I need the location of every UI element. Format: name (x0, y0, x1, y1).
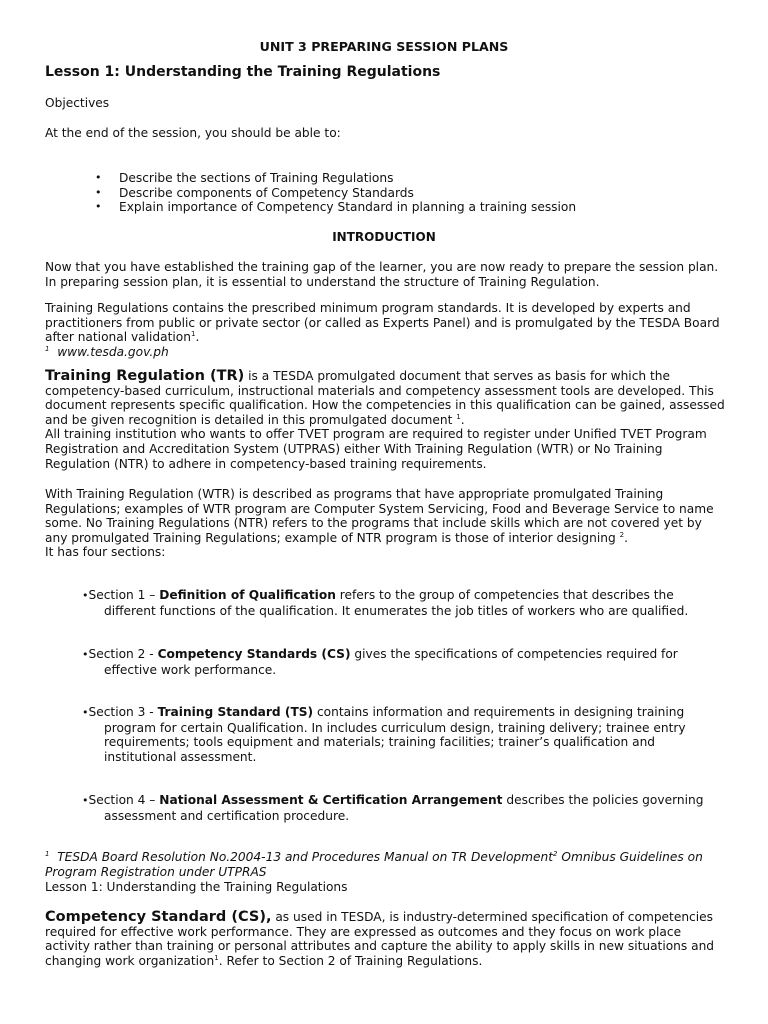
intro-paragraph-2-text: Training Regulations contains the prescribed minimum program standards. It is developed by experts and practitioners from public or private sector (or called as Experts Panel) and is promulgated by the TESDA Board after national validation (45, 301, 720, 345)
footnote-references (45, 850, 725, 879)
section-text: contains information and requirements in designing training (313, 705, 685, 719)
footnote-mark: 1 (45, 344, 50, 353)
footnote-url-text: www.tesda.gov.ph (57, 345, 169, 359)
section-prefix: Section 4 – (88, 793, 160, 807)
cs-def-text: as used in TESDA, is industry-determined specification of competencies required for effective work performance. They are expressed as outcomes and they focus on work place activity rather than training or personal attributes and capture the ability to apply skills in new situations and changing work organization (45, 910, 715, 968)
unit-title: UNIT 3 PREPARING SESSION PLANS (259, 39, 509, 54)
section-text: program for certain Qualification. In includes curriculum design, training delivery; trainee entry (104, 720, 686, 735)
section-text: effective work performance. (104, 662, 277, 677)
section-text: different functions of the qualification. It enumerates the job titles of workers who are qualified. (104, 603, 689, 618)
section-text: assessment and certification procedure. (104, 808, 350, 823)
section-prefix: Section 2 - (88, 647, 158, 661)
section-text: gives the specifications of competencies required for (350, 647, 678, 661)
objectives-label: Objectives (45, 96, 110, 110)
section-term: Training Standard (TS) (157, 705, 314, 719)
cs-term: Competency Standard (CS), (45, 909, 272, 925)
tr-def-text: is a TESDA promulgated document that serves as basis for which the competency-based curriculum, instructional materials and competency assessment tools are developed. This document represents specific qualification. How the competencies in this qualification can be gained, assessed and be given recognition is detailed in this promulgated document (45, 369, 725, 427)
footnote-ref: 1 (190, 330, 196, 339)
objectives-list (95, 171, 735, 215)
section-4-item: •Section 4 – National Assessment & Certification Arrangement describes the policies governing assessment and certification procedure. (82, 793, 732, 823)
footnote-omnibus-text: Omnibus Guidelines on Program Registration under UTPRAS (45, 850, 703, 879)
wtr-paragraph: With Training Regulation (WTR) is described as programs that have appropriate promulgated Training Regulations; examples of WTR program are Computer System Servicing, Food and Beverage Service to name some. No Training Regulations (NTR) refers to the programs that include skills which are not covered yet by any promulgated Training Regulations; example of NTR program is those of interior designing $^2$. It has four sections: (45, 487, 714, 560)
section-2-item: •Section 2 - Competency Standards (CS) gives the specifications of competencies required for effective work performance. (82, 647, 732, 677)
list-item: • Explain importance of Competency Standard in planning a training session (95, 200, 735, 215)
intro-paragraph-1: Now that you have established the training gap of the learner, you are now ready to prepare the session plan. In preparing session plan, it is essential to understand the structure of Training Regulation. (45, 260, 719, 289)
section-text: institutional assessment. (104, 749, 257, 764)
section-1-item: •Section 1 – Definition of Qualification refers to the group of competencies that describes the different functions of the qualification. It enumerates the job titles of workers who are qualified. (82, 588, 732, 618)
section-3-item: •Section 3 - Training Standard (TS) contains information and requirements in designing training program for certain Qualification. In includes curriculum design, training delivery; trainee entry requirements; tools equipment and materials; training facilities; trainer’s qualification and institutional assessment. (82, 705, 732, 764)
section-term: Definition of Qualification (159, 588, 336, 602)
tr-definition: Training Regulation (TR) is a TESDA promulgated document that serves as basis for which the competency-based curriculum, instructional materials and competency assessment tools are developed. This document represents specific qualification. How the competencies in this qualification can be gained, assessed and be given recognition is detailed in this promulgated document $^1$. All training institution who wants to offer TVET program are required to register under Unified TVET Program Registration and Accreditation System (UTPRAS) either With Training Regulation (WTR) or No Training Regulation (NTR) to adhere in competency-based training requirements. (45, 368, 725, 471)
four-sections-text: It has four sections: (45, 545, 166, 560)
footnote-ref: 1 (456, 412, 461, 421)
footnote-board-text: TESDA Board Resolution No.2004-13 and Procedures Manual on TR Development (57, 850, 554, 864)
section-term: Competency Standards (CS) (157, 647, 351, 661)
cs-definition (45, 910, 725, 968)
cs-tail-text: . Refer to Section 2 of Training Regulations. (218, 953, 483, 968)
introduction-heading: INTRODUCTION (332, 230, 436, 244)
wtr-text: With Training Regulation (WTR) is described as programs that have appropriate promulgated Training Regulations; examples of WTR program are Computer System Servicing, Food and Beverage Service to name some. No Training Regulations (NTR) refers to the programs that include skills which are not covered yet by any promulgated Training Regulations; example of NTR program is those of interior designing (45, 487, 714, 545)
intro-paragraph-2: Training Regulations contains the prescribed minimum program standards. It is developed by experts and practitioners from public or private sector (or called as Experts Panel) and is promulgated by the TESDA Board after national validation$^1$. (45, 301, 720, 345)
footnote-mark: 1 (45, 849, 50, 858)
section-text: requirements; tools equipment and materials; training facilities; trainer’s qualification and (104, 735, 656, 750)
footnote-mark: 2 (553, 849, 558, 858)
tr-term: Training Regulation (TR) (45, 368, 245, 384)
lesson-repeat-heading: Lesson 1: Understanding the Training Regulations (45, 880, 348, 894)
footnote-ref: 2 (619, 530, 625, 539)
list-item: • Describe components of Competency Standards (95, 186, 735, 201)
footnote-url (45, 345, 725, 360)
footnote-ref: 1 (214, 953, 219, 962)
section-prefix: Section 1 – (88, 588, 160, 602)
section-term: National Assessment & Certification Arrangement (159, 793, 503, 807)
tr-register-text: All training institution who wants to offer TVET program are required to register under Unified TVET Program Registration and Accreditation System (UTPRAS) either With Training Regulation (WTR) or No Training Regulation (NTR) to adhere in competency-based training requirements. (45, 427, 707, 471)
lesson-heading: Lesson 1: Understanding the Training Regulations (45, 64, 441, 80)
objectives-intro: At the end of the session, you should be able to: (45, 126, 341, 140)
list-item: • Describe the sections of Training Regulations (95, 171, 735, 186)
section-prefix: Section 3 - (88, 705, 158, 719)
section-text: describes the policies governing (502, 793, 704, 807)
section-text: refers to the group of competencies that describes the (335, 588, 674, 602)
